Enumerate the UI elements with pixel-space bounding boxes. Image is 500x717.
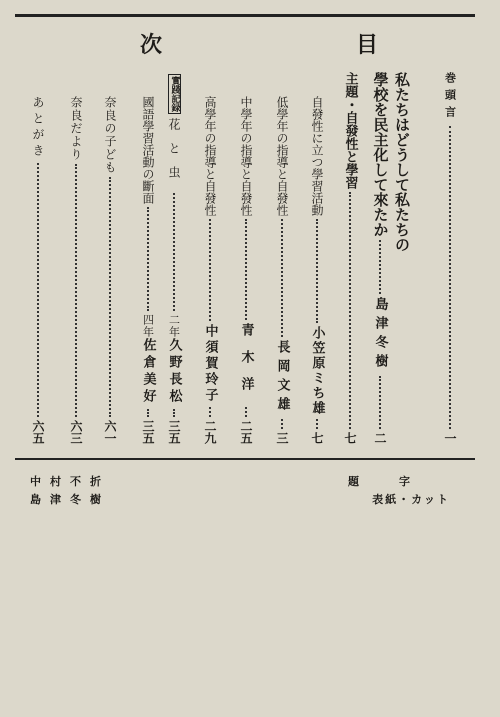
leader-dots — [316, 219, 318, 323]
page-number: 一 — [443, 432, 457, 444]
leader-dots — [316, 419, 318, 429]
toc-entry-main-essay — [366, 72, 422, 444]
entry-author: 島津冬樹 — [372, 296, 388, 373]
leader-dots — [281, 419, 283, 429]
leader-dots — [379, 376, 381, 430]
entry-title-line-1: 私たちはどうして私たちの — [393, 72, 411, 252]
toc-entry-nara-letter — [62, 96, 90, 444]
title-char-right: 目 — [355, 32, 380, 58]
entry-author: 青木洋 — [238, 323, 254, 404]
page-title — [140, 28, 380, 59]
page-number: 六三 — [69, 420, 83, 444]
leader-dots — [281, 219, 283, 337]
leader-dots — [245, 219, 247, 320]
page-number: 六一 — [103, 420, 117, 444]
entry-title: 花と虫 — [167, 118, 181, 190]
credits — [30, 472, 450, 508]
page-number: 三 — [275, 432, 289, 444]
entry-title: 中學年の指導と自發性 — [239, 96, 253, 216]
entry-title: 奈良だより — [69, 96, 83, 161]
practice-record-box: 實踐記録 — [169, 76, 180, 112]
separator-rule — [15, 458, 475, 460]
toc-entry-upper — [196, 96, 224, 444]
toc-entry-self-activity — [303, 96, 331, 444]
page-number: 三五 — [167, 420, 181, 444]
page-number: 六五 — [31, 420, 45, 444]
leader-dots — [379, 240, 381, 294]
toc-entry-middle — [232, 96, 260, 444]
entry-author: 久野長松 — [166, 338, 182, 406]
page-number: 七 — [310, 432, 324, 444]
page-number: 二 — [373, 432, 387, 444]
entry-title: 奈良の子ども — [103, 96, 117, 174]
leader-dots — [209, 219, 211, 321]
leader-dots — [245, 407, 247, 417]
entry-title: 主題・自發性と學習 — [342, 72, 358, 189]
credit-cover-cut — [30, 490, 450, 508]
entry-title: 巻頭言 — [443, 72, 457, 123]
leader-dots — [109, 177, 111, 417]
leader-dots — [75, 164, 77, 417]
leader-dots — [173, 409, 175, 417]
entry-author: 小笠原ミち雄 — [309, 326, 325, 416]
entry-title: 高學年の指導と自發性 — [203, 96, 217, 216]
toc-entry-foreword — [436, 72, 464, 444]
credit-title-calligraphy — [30, 472, 450, 490]
leader-dots — [37, 163, 39, 417]
credit-name: 中村不折 — [30, 475, 110, 488]
entry-title: 自發性に立つ學習活動 — [310, 96, 324, 216]
title-char-left: 次 — [140, 32, 165, 58]
leader-dots — [147, 409, 149, 417]
entry-title: 低學年の指導と自發性 — [275, 96, 289, 216]
leader-dots — [449, 126, 451, 429]
toc-entry-flower — [160, 74, 188, 444]
credit-label: 表紙・カット — [372, 493, 450, 506]
top-rule — [15, 14, 475, 17]
leader-dots — [349, 192, 351, 429]
entry-title: あとがき — [31, 96, 45, 160]
toc-entry-kokugo — [134, 96, 162, 444]
toc-entry-lower — [268, 96, 296, 444]
entry-author: 長岡文雄 — [274, 340, 290, 416]
page-number: 二九 — [203, 420, 217, 444]
toc-entry-theme — [336, 72, 364, 444]
leader-dots — [173, 193, 175, 311]
entry-title-line-2: 學校を民主化して來たか — [371, 72, 390, 237]
page-number: 七 — [343, 432, 357, 444]
credit-name: 島津冬樹 — [30, 493, 110, 506]
entry-grade: 四年 — [141, 314, 155, 338]
page-number: 三五 — [141, 420, 155, 444]
leader-dots — [209, 407, 211, 417]
credit-label: 題字 — [348, 475, 450, 488]
entry-author: 佐倉美好 — [140, 338, 156, 406]
entry-grade: 二年 — [167, 314, 181, 338]
toc-entry-nara-kids — [96, 96, 124, 444]
entry-title: 國語學習活動の斷面 — [141, 96, 155, 204]
toc-entry-afterword — [24, 96, 52, 444]
leader-dots — [147, 207, 149, 311]
page-number: 二五 — [239, 420, 253, 444]
entry-author: 中須賀玲子 — [202, 324, 218, 404]
